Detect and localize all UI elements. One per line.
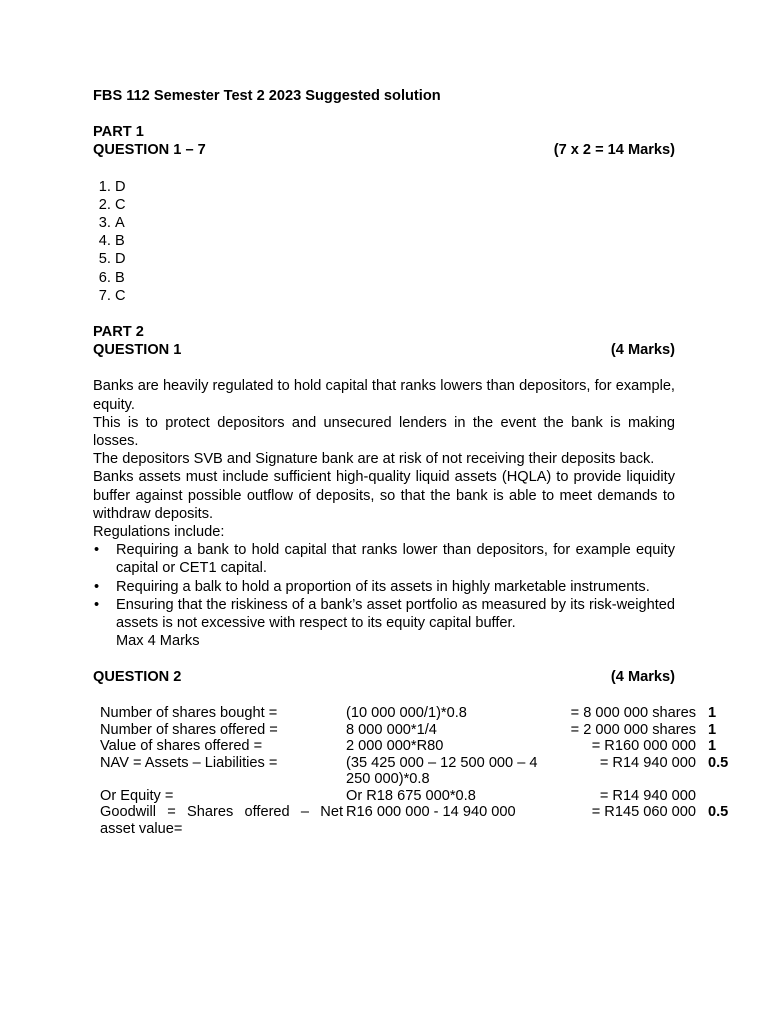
table-row [97,705,738,722]
row-label: Value of shares offered = [100,738,263,754]
answer-item: 7. C [115,287,675,305]
q1-paragraph: Regulations include: [93,524,225,541]
answer-item: 3. A [115,214,675,232]
q1-marks: (4 Marks) [610,342,675,359]
table-row [97,722,738,739]
part1-question-row [93,141,675,159]
row-result: = R14 940 000 [599,787,696,804]
part2-heading: PART 2 [93,324,144,341]
row-calculation: 8 000 000*1/4 [346,721,437,738]
answer-list [93,178,675,305]
table-row [97,788,738,805]
q1-row [93,341,675,359]
answer-item: 4. B [115,232,675,250]
part1-heading: PART 1 [93,124,144,141]
regulation-item: • Requiring a bank to hold capital that ranks lower than depositors, for example equity capital or CET1 capital. [116,541,675,577]
row-label: NAV = Assets – Liabilities = [100,754,278,771]
row-mark [696,788,738,805]
regulations-list [93,541,675,632]
row-calculation: 2 000 000*R80 [346,738,444,754]
q1-label: QUESTION 1 [93,342,182,359]
row-mark: 1 [708,721,717,738]
row-mark: 1 [708,705,717,721]
document-page [93,87,675,687]
row-label: Number of shares bought = [100,705,278,721]
document-title: FBS 112 Semester Test 2 2023 Suggested solution [93,88,441,104]
row-label: Number of shares offered = [100,721,278,738]
table-row [97,755,738,788]
answer-item: 6. B [115,269,675,287]
answer-item: 1. D [115,178,675,196]
row-calculation: (35 425 000 – 12 500 000 – 4 250 000)*0.8 [346,754,538,787]
q1-paragraph: Banks are heavily regulated to hold capital that ranks lowers than depositors, for example, equity. [93,378,675,413]
q1-paragraph: The depositors SVB and Signature bank are at risk of not receiving their deposits back. [93,451,655,468]
answer-item: 2. C [115,196,675,214]
row-result: = R145 060 000 [591,804,696,820]
row-calculation: R16 000 000 - 14 940 000 [346,804,516,820]
table-row [97,804,738,837]
q2-calculation-table [97,705,738,837]
q2-label: QUESTION 2 [93,669,182,686]
q2-row [93,668,675,686]
row-calculation: Or R18 675 000*0.8 [346,787,476,804]
row-label: Or Equity = [100,787,174,804]
q2-marks: (4 Marks) [610,669,675,686]
part1-question-label: QUESTION 1 – 7 [93,142,206,159]
row-mark: 0.5 [708,804,729,820]
row-result: = R160 000 000 [591,738,696,754]
row-mark: 0.5 [708,754,729,771]
row-result: = R14 940 000 [599,754,696,771]
row-result: = 2 000 000 shares [570,721,696,738]
q1-paragraph: Banks assets must include sufficient high-quality liquid assets (HQLA) to provide liquidity buffer against possible outflow of deposits, so that the bank is able to meet demands to withdraw deposits. [93,469,675,522]
answer-item: 5. D [115,250,675,268]
q1-paragraph: This is to protect depositors and unsecured lenders in the event the bank is making losses. [93,414,675,450]
part1-marks: (7 x 2 = 14 Marks) [553,142,675,159]
max-marks-note: Max 4 Marks [116,633,200,650]
row-calculation: (10 000 000/1)*0.8 [346,705,467,721]
row-label: Goodwill = Shares offered – Net asset value= [100,804,343,837]
row-result: = 8 000 000 shares [570,705,696,721]
regulation-item: • Requiring a balk to hold a proportion of its assets in highly marketable instruments. [116,578,675,596]
regulation-item: • Ensuring that the riskiness of a bank’s asset portfolio as measured by its risk-weighted assets is not excessive with respect to its equity capital buffer. [116,596,675,632]
row-mark: 1 [708,738,717,754]
table-row [97,738,738,755]
